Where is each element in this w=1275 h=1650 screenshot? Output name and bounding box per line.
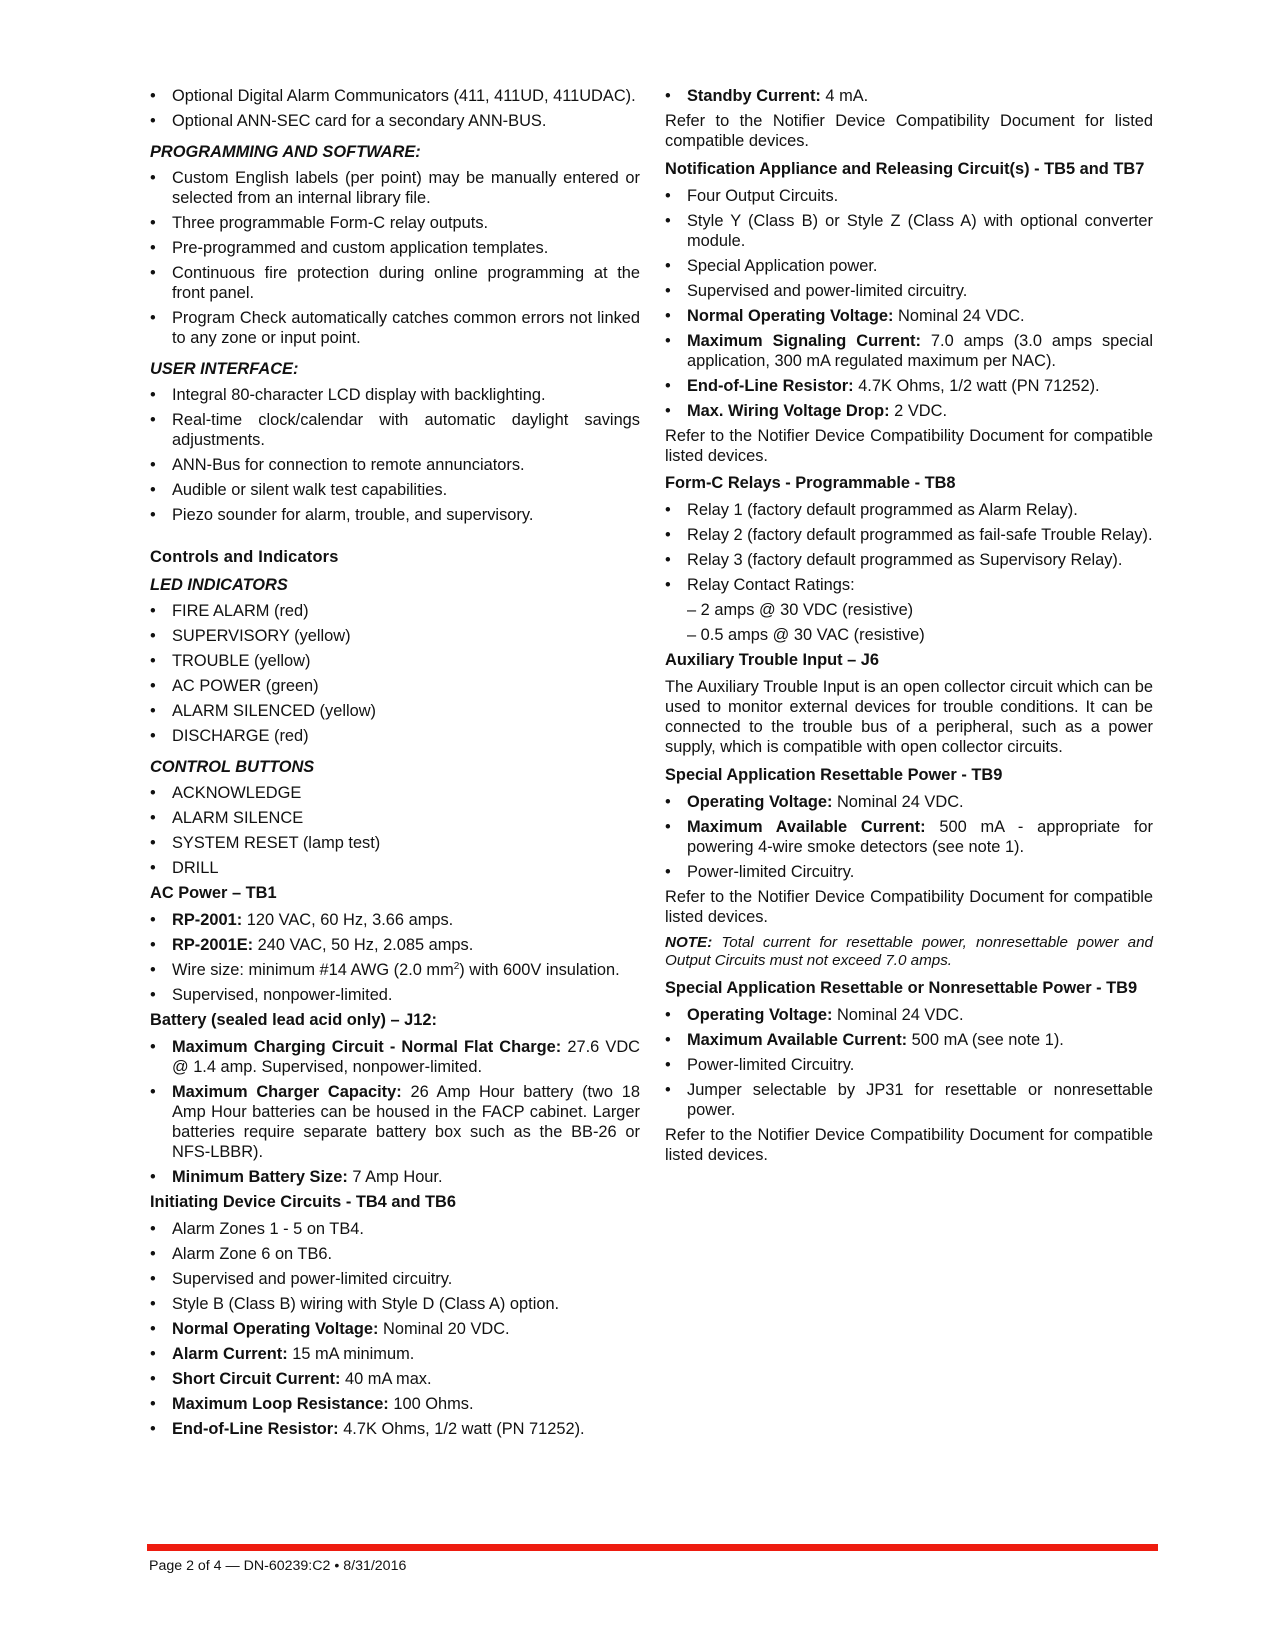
bullet-icon: • [150,264,156,282]
intro-list [150,86,640,131]
bullet-icon: • [150,961,156,979]
bullet-icon: • [665,1031,671,1049]
bullet-icon: • [150,652,156,670]
relay-rating-item: – 0.5 amps @ 30 VAC (resistive) [687,626,925,644]
list-item: • Maximum Loop Resistance: 100 Ohms. [150,1395,474,1413]
left-column [150,86,640,1444]
bullet-icon: • [665,257,671,275]
list-item: • Four Output Circuits. [665,187,839,205]
control-buttons-heading: CONTROL BUTTONS [150,758,315,776]
bullet-icon: • [150,1370,156,1388]
list-item: • Continuous fire protection during online programming at the front panel. [150,264,640,302]
ac-power-heading: AC Power – TB1 [150,884,277,902]
bullet-icon: • [150,169,156,187]
resettable-power-list [665,792,1153,882]
nac-list [665,186,1153,421]
bullet-icon: • [665,1006,671,1024]
list-item: • Special Application power. [665,257,878,275]
bullet-icon: • [150,1083,156,1101]
programming-heading: PROGRAMMING AND SOFTWARE: [150,143,421,161]
list-item: • Real-time clock/calendar with automatic daylight savings adjustments. [150,411,640,449]
list-item: • SUPERVISORY (yellow) [150,627,351,645]
bullet-icon: • [150,859,156,877]
ac-power-list [150,910,640,1005]
list-item: • Max. Wiring Voltage Drop: 2 VDC. [665,402,948,420]
list-item: • Maximum Charging Circuit - Normal Flat Charge: 27.6 VDC @ 1.4 amp. Supervised, nonpower-limited. [150,1038,641,1076]
bullet-icon: • [150,677,156,695]
right-column [665,86,1153,1172]
bullet-icon: • [665,282,671,300]
bullet-icon: • [150,602,156,620]
bullet-icon: • [150,309,156,327]
relays-heading: Form-C Relays - Programmable - TB8 [665,474,956,492]
bullet-icon: • [150,1420,156,1438]
bullet-icon: • [665,551,671,569]
compatibility-note: Refer to the Notifier Device Compatibility Document for compatible listed devices. [665,1126,1153,1164]
list-item: • Power-limited Circuitry. [665,863,855,881]
list-item: • Alarm Zone 6 on TB6. [150,1245,333,1263]
compatibility-note: Refer to the Notifier Device Compatibility Document for compatible listed devices. [665,888,1153,926]
resettable-power-heading: Special Application Resettable Power - TB9 [665,766,1003,784]
bullet-icon: • [665,793,671,811]
list-item: • Supervised and power-limited circuitry. [150,1270,453,1288]
list-item: • Minimum Battery Size: 7 Amp Hour. [150,1168,443,1186]
list-item: • End-of-Line Resistor: 4.7K Ohms, 1/2 watt (PN 71252). [665,377,1100,395]
list-item: • Maximum Charger Capacity: 26 Amp Hour battery (two 18 Amp Hour batteries can be housed in the FACP cabinet. Larger batteries require separate battery box such as the BB-26 or NFS-LBBR). [150,1083,641,1161]
bullet-icon: • [150,834,156,852]
list-item: • RP-2001: 120 VAC, 60 Hz, 3.66 amps. [150,911,454,929]
list-item: • Piezo sounder for alarm, trouble, and supervisory. [150,506,534,524]
list-item: • Custom English labels (per point) may be manually entered or selected from an internal library file. [150,169,640,207]
bullet-icon: • [665,212,671,230]
led-indicators-list [150,601,640,746]
controls-and-indicators-heading: Controls and Indicators [150,548,339,566]
list-item: • Alarm Zones 1 - 5 on TB4. [150,1220,364,1238]
list-item: • Style Y (Class B) or Style Z (Class A) with optional converter module. [665,212,1153,250]
bullet-icon: • [150,456,156,474]
list-item: • Optional ANN-SEC card for a secondary ANN-BUS. [150,112,547,130]
list-item: • Supervised and power-limited circuitry. [665,282,968,300]
aux-trouble-heading: Auxiliary Trouble Input – J6 [665,651,880,669]
list-item: • Jumper selectable by JP31 for resettable or nonresettable power. [665,1081,1153,1119]
list-item: • Program Check automatically catches common errors not linked to any zone or input point. [150,309,640,347]
list-item: • Relay Contact Ratings: [665,576,855,594]
control-buttons-list [150,783,640,878]
list-item: • Alarm Current: 15 mA minimum. [150,1345,415,1363]
relay-rating-item: – 2 amps @ 30 VDC (resistive) [687,601,914,619]
bullet-icon: • [150,481,156,499]
standby-list [665,86,1153,106]
user-interface-list [150,385,640,525]
relays-list [665,500,1153,645]
bullet-icon: • [150,112,156,130]
bullet-icon: • [665,818,671,836]
bullet-icon: • [150,727,156,745]
programming-list [150,168,640,348]
bullet-icon: • [150,1295,156,1313]
led-indicators-heading: LED INDICATORS [150,576,288,594]
list-item: • Wire size: minimum #14 AWG (2.0 $mm^2$) with 600V insulation. [150,961,620,979]
compatibility-note: Refer to the Notifier Device Compatibility Document for compatible listed devices. [665,427,1153,465]
bullet-icon: • [150,1395,156,1413]
nac-heading: Notification Appliance and Releasing Circuit(s) - TB5 and TB7 [665,160,1145,178]
list-item: • ANN-Bus for connection to remote annunciators. [150,456,525,474]
list-item: • Maximum Available Current: 500 mA (see note 1). [665,1031,1064,1049]
bullet-icon: • [150,239,156,257]
bullet-icon: • [150,1345,156,1363]
list-item: • Audible or silent walk test capabilities. [150,481,448,499]
nonresettable-power-heading: Special Application Resettable or Nonresettable Power - TB9 [665,979,1138,997]
list-item: • RP-2001E: 240 VAC, 50 Hz, 2.085 amps. [150,936,474,954]
bullet-icon: • [665,1056,671,1074]
bullet-icon: • [150,911,156,929]
bullet-icon: • [150,411,156,429]
list-item: • Relay 2 (factory default programmed as fail-safe Trouble Relay). [665,526,1153,544]
bullet-icon: • [150,1038,156,1056]
compatibility-note: Refer to the Notifier Device Compatibility Document for listed compatible devices. [665,112,1153,150]
nonresettable-power-list [665,1005,1153,1120]
bullet-icon: • [150,87,156,105]
aux-trouble-description: The Auxiliary Trouble Input is an open collector circuit which can be used to monitor external devices for trouble conditions. It can be connected to the trouble bus of a peripheral, such as a power supply, which is compatible with open collector circuits. [665,678,1153,756]
bullet-icon: • [150,214,156,232]
bullet-icon: • [665,307,671,325]
bullet-icon: • [665,863,671,881]
list-item: • Operating Voltage: Nominal 24 VDC. [665,1006,964,1024]
list-item: • Power-limited Circuitry. [665,1056,855,1074]
current-limit-note: NOTE: Total current for resettable power, nonresettable power and Output Circuits must not exceed 7.0 amps. [665,934,1153,969]
bullet-icon: • [665,1081,671,1099]
list-item: • AC POWER (green) [150,677,319,695]
list-item: • ALARM SILENCE [150,809,304,827]
battery-list [150,1037,640,1187]
list-item: • Style B (Class B) wiring with Style D (Class A) option. [150,1295,560,1313]
bullet-icon: • [665,576,671,594]
bullet-icon: • [150,809,156,827]
initiating-circuits-heading: Initiating Device Circuits - TB4 and TB6 [150,1193,457,1211]
bullet-icon: • [150,936,156,954]
page-footer: Page 2 of 4 — DN-60239:C2 • 8/31/2016 [149,1558,407,1574]
list-item: • ALARM SILENCED (yellow) [150,702,377,720]
bullet-icon: • [150,1220,156,1238]
bullet-icon: • [665,187,671,205]
list-item: • Pre-programmed and custom application templates. [150,239,549,257]
list-item: • End-of-Line Resistor: 4.7K Ohms, 1/2 watt (PN 71252). [150,1420,585,1438]
bullet-icon: • [665,332,671,350]
bullet-icon: • [150,1168,156,1186]
bullet-icon: • [150,506,156,524]
bullet-icon: • [665,377,671,395]
bullet-icon: • [150,702,156,720]
bullet-icon: • [150,1245,156,1263]
bullet-icon: • [150,386,156,404]
list-item: • Standby Current: 4 mA. [665,87,869,105]
list-item: • Maximum Available Current: 500 mA - appropriate for powering 4-wire smoke detectors (see note 1). [665,818,1153,856]
bullet-icon: • [150,784,156,802]
list-item: • Integral 80-character LCD display with backlighting. [150,386,546,404]
bullet-icon: • [150,1320,156,1338]
list-item: • Relay 3 (factory default programmed as Supervisory Relay). [665,551,1123,569]
list-item: • FIRE ALARM (red) [150,602,309,620]
list-item: • Optional Digital Alarm Communicators (411, 411UD, 411UDAC). [150,87,636,105]
list-item: • TROUBLE (yellow) [150,652,311,670]
list-item: • Short Circuit Current: 40 mA max. [150,1370,432,1388]
bullet-icon: • [665,402,671,420]
list-item: • Relay 1 (factory default programmed as Alarm Relay). [665,501,1078,519]
list-item: • Maximum Signaling Current: 7.0 amps (3.0 amps special application, 300 mA regulated maximum per NAC). [665,332,1153,370]
list-item: • Supervised, nonpower-limited. [150,986,393,1004]
user-interface-heading: USER INTERFACE: [150,360,299,378]
footer-rule [147,1544,1158,1551]
list-item: • DRILL [150,859,219,877]
battery-heading: Battery (sealed lead acid only) – J12: [150,1011,437,1029]
list-item: • SYSTEM RESET (lamp test) [150,834,381,852]
list-item: • DISCHARGE (red) [150,727,309,745]
bullet-icon: • [665,87,671,105]
initiating-circuits-list [150,1219,640,1439]
bullet-icon: • [150,1270,156,1288]
bullet-icon: • [665,501,671,519]
list-item: • Normal Operating Voltage: Nominal 20 VDC. [150,1320,510,1338]
bullet-icon: • [150,986,156,1004]
list-item: • Operating Voltage: Nominal 24 VDC. [665,793,964,811]
list-item: • ACKNOWLEDGE [150,784,302,802]
list-item: • Normal Operating Voltage: Nominal 24 VDC. [665,307,1025,325]
bullet-icon: • [150,627,156,645]
bullet-icon: • [665,526,671,544]
list-item: • Three programmable Form-C relay outputs. [150,214,489,232]
